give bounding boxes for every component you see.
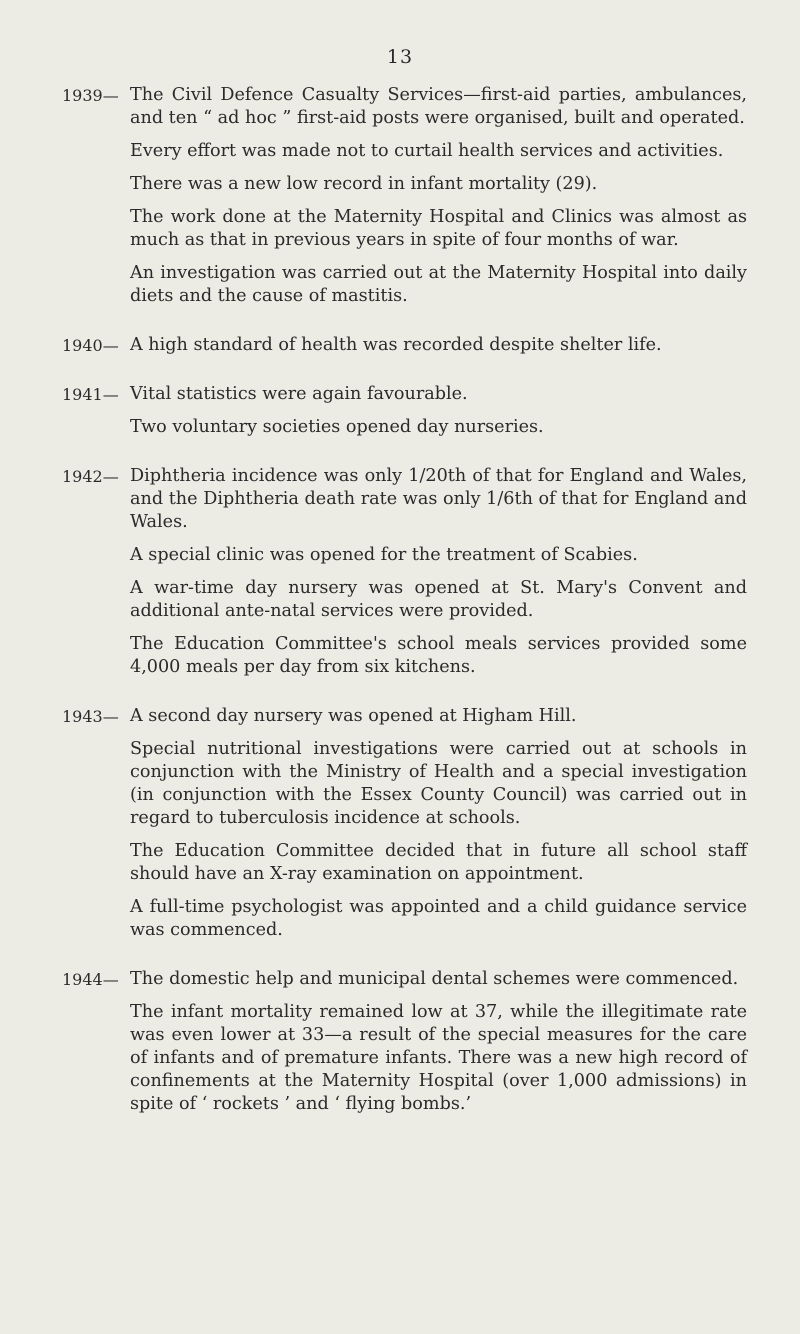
entry-paragraph: There was a new low record in infant mortality (29). — [130, 174, 598, 194]
year-label: 1942— — [62, 467, 119, 486]
year-entry-1944 — [62, 968, 747, 1116]
entry-paragraph: Diphtheria incidence was only 1/20th of that for England and Wales, and the Diphtheria death rate was only 1/6th of that for England and Wales. — [130, 466, 747, 532]
entry-paragraph: An investigation was carried out at the Maternity Hospital into daily diets and the cause of mastitis. — [130, 263, 747, 306]
entry-paragraph: Every effort was made not to curtail health services and activities. — [130, 141, 724, 161]
page-number: 13 — [386, 46, 414, 68]
year-label: 1940— — [62, 336, 119, 355]
year-entry-1940 — [62, 334, 747, 357]
year-entry-1943 — [62, 705, 747, 942]
entry-paragraph: A second day nursery was opened at Higham Hill. — [130, 706, 577, 726]
year-label: 1939— — [62, 86, 119, 105]
entry-paragraph: Vital statistics were again favourable. — [130, 384, 468, 404]
entry-paragraph: A war-time day nursery was opened at St. Mary's Convent and additional ante-natal services were provided. — [130, 578, 747, 621]
year-label: 1943— — [62, 707, 119, 726]
entry-paragraph: A full-time psychologist was appointed and a child guidance service was commenced. — [130, 897, 747, 940]
entry-paragraph: Special nutritional investigations were carried out at schools in conjunction with the Ministry of Health and a special investigation (in conjunction with the Essex County Council) was carried out in regard to tuberculosis incidence at schools. — [130, 739, 747, 828]
entry-paragraph: The Civil Defence Casualty Services—first-aid parties, ambulances, and ten “ ad hoc ” first-aid posts were organised, built and operated. — [130, 85, 747, 128]
entry-paragraph: The work done at the Maternity Hospital and Clinics was almost as much as that in previous years in spite of four months of war. — [130, 207, 747, 250]
year-entry-1941 — [62, 383, 747, 439]
year-label: 1944— — [62, 970, 119, 989]
entry-paragraph: The domestic help and municipal dental schemes were commenced. — [130, 969, 739, 989]
entry-paragraph: The Education Committee's school meals services provided some 4,000 meals per day from six kitchens. — [130, 634, 747, 677]
entry-paragraph: A special clinic was opened for the treatment of Scabies. — [130, 545, 638, 565]
year-entries — [62, 84, 747, 1142]
entry-paragraph: The infant mortality remained low at 37, while the illegitimate rate was even lower at 33—a result of the special measures for the care of infants and of premature infants. There was a new high record of confinements at the Maternity Hospital (over 1,000 admissions) in spite of ‘ rockets ’ and ‘ flying bombs.’ — [130, 1002, 747, 1114]
year-label: 1941— — [62, 385, 119, 404]
entry-paragraph: Two voluntary societies opened day nurseries. — [130, 417, 544, 437]
year-entry-1939 — [62, 84, 747, 308]
entry-paragraph: A high standard of health was recorded despite shelter life. — [130, 335, 662, 355]
entry-paragraph: The Education Committee decided that in future all school staff should have an X-ray examination on appointment. — [130, 841, 747, 884]
year-entry-1942 — [62, 465, 747, 679]
